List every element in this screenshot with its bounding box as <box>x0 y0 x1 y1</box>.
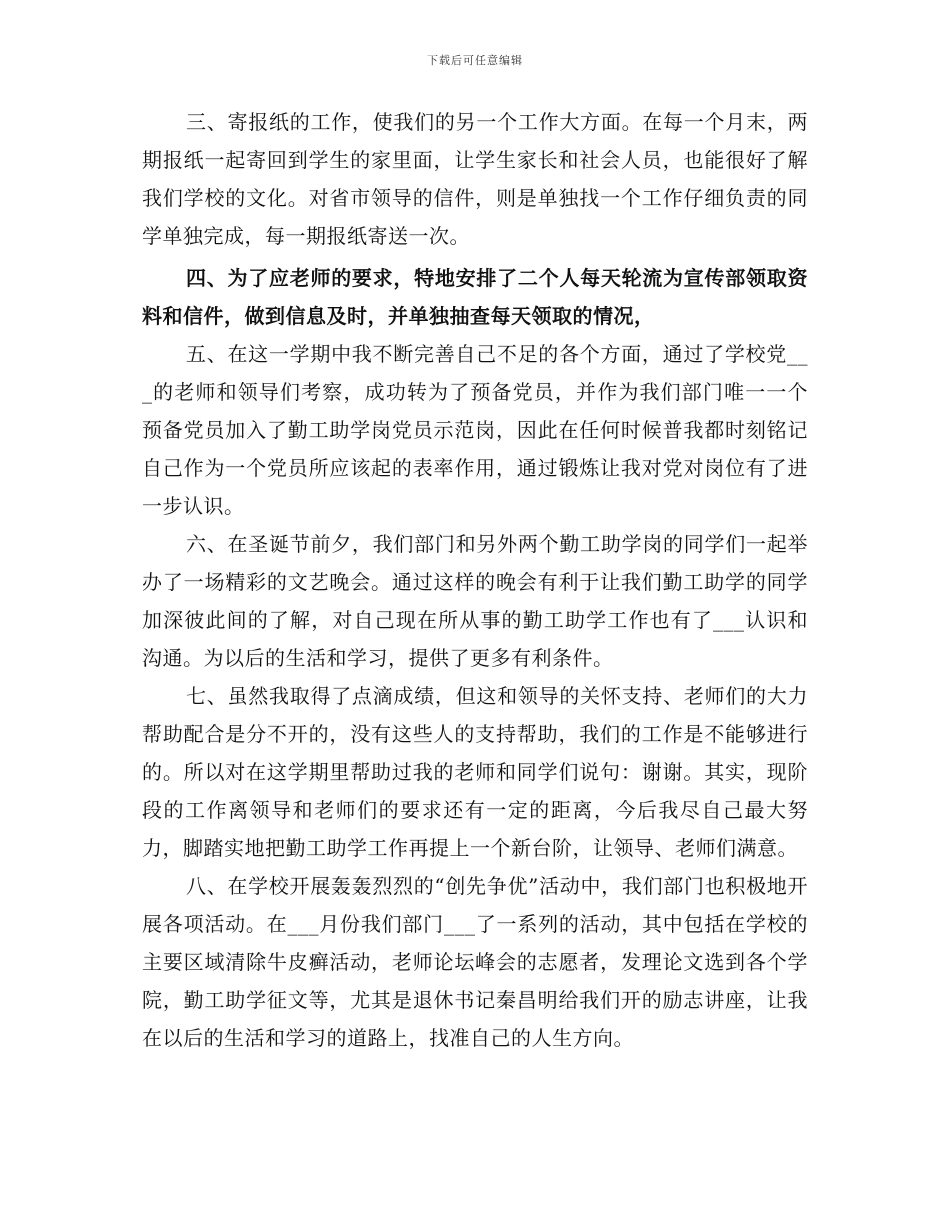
page-header: 下载后可任意编辑 <box>427 54 523 67</box>
paragraph-3: 三、寄报纸的工作，使我们的另一个工作大方面。在每一个月末，两期报纸一起寄回到学生的家里面，让学生家长和社会人员，也能很好了解我们学校的文化。对省市领导的信件，则是单独找一个工作仔细负责的同学单独完成，每一期报纸寄送一次。 <box>142 110 808 248</box>
paragraph-8: 八、在学校开展轰轰烈烈的“创先争优”活动中，我们部门也积极地开展各项活动。在___月份我们部门___了一系列的活动，其中包括在学校的主要区域清除牛皮癣活动，老师论坛峰会的志愿者，发理论文选到各个学院，勤工助学征文等，尤其是退休书记秦昌明给我们开的励志讲座，让我在以后的生活和学习的道路上，找准自己的人生方向。 <box>142 874 808 1050</box>
paragraph-6: 六、在圣诞节前夕，我们部门和另外两个勤工助学岗的同学们一起举办了一场精彩的文艺晚会。通过这样的晚会有利于让我们勤工助学的同学加深彼此间的了解，对自己现在所从事的勤工助学工作也有了___认识和沟通。为以后的生活和学习，提供了更多有利条件。 <box>142 532 808 670</box>
paragraph-7: 七、虽然我取得了点滴成绩，但这和领导的关怀支持、老师们的大力帮助配合是分不开的，没有这些人的支持帮助，我们的工作是不能够进行的。所以对在这学期里帮助过我的老师和同学们说句：谢谢。其实，现阶段的工作离领导和老师们的要求还有一定的距离，今后我尽自己最大努力，脚踏实地把勤工助学工作再提上一个新台阶，让领导、老师们满意。 <box>142 684 808 860</box>
paragraph-5: 五、在这一学期中我不断完善自己不足的各个方面，通过了学校党___的老师和领导们考察，成功转为了预备党员，并作为我们部门唯一一个预备党员加入了勤工助学岗党员示范岗，因此在任何时候普我都时刻铭记自己作为一个党员所应该起的表率作用，通过锻炼让我对党对岗位有了进一步认识。 <box>142 342 808 518</box>
paragraph-4-bold: 四、为了应老师的要求，特地安排了二个人每天轮流为宣传部领取资料和信件，做到信息及时，并单独抽查每天领取的情况， <box>142 266 808 328</box>
document-body <box>142 103 808 1057</box>
